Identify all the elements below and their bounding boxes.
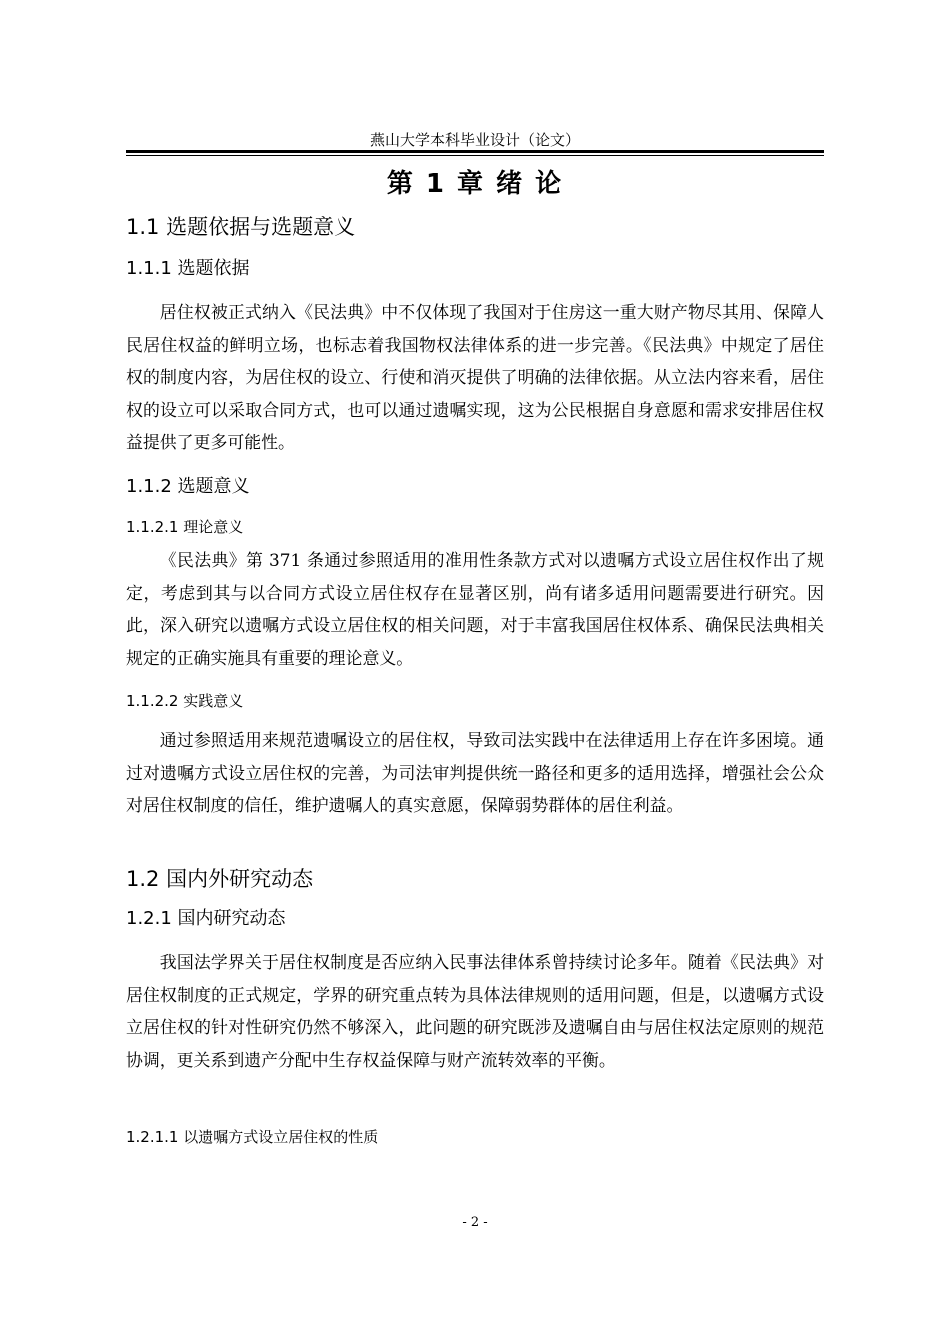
section-heading-1-1-2-2: 1.1.2.2 实践意义: [126, 692, 244, 710]
section-heading-1-1-2: 1.1.2 选题意义: [126, 476, 250, 497]
header-rule-thin: [126, 155, 824, 156]
paragraph-1-1-2-2: 通过参照适用来规范遗嘱设立的居住权，导致司法实践中在法律适用上存在许多困境。通过对遗嘱方式设立居住权的完善，为司法审判提供统一路径和更多的适用选择，增强社会公众对居住权制度的信任，维护遗嘱人的真实意愿，保障弱势群体的居住利益。: [126, 730, 824, 815]
paragraph-1-1-2-1: 《民法典》第 371 条通过参照适用的准用性条款方式对以遗嘱方式设立居住权作出了规定，考虑到其与以合同方式设立居住权存在显著区别，尚有诸多适用问题需要进行研究。因此，深入研究以遗嘱方式设立居住权的相关问题，对于丰富我国居住权体系、确保民法典相关规定的正确实施具有重要的理论意义。: [126, 550, 824, 668]
section-heading-1-2-1: 1.2.1 国内研究动态: [126, 908, 286, 929]
section-heading-1-2: 1.2 国内外研究动态: [126, 867, 314, 891]
paragraph-1-1-1: 居住权被正式纳入《民法典》中不仅体现了我国对于住房这一重大财产物尽其用、保障人民居住权益的鲜明立场，也标志着我国物权法律体系的进一步完善。《民法典》中规定了居住权的制度内容，为居住权的设立、行使和消灭提供了明确的法律依据。从立法内容来看，居住权的设立可以采取合同方式，也可以通过遗嘱实现，这为公民根据自身意愿和需求安排居住权益提供了更多可能性。: [126, 302, 824, 452]
chapter-title: 第 1 章 绪 论: [386, 169, 564, 199]
paragraph-1-2-1: 我国法学界关于居住权制度是否应纳入民事法律体系曾持续讨论多年。随着《民法典》对居住权制度的正式规定，学界的研究重点转为具体法律规则的适用问题，但是，以遗嘱方式设立居住权的针对性研究仍然不够深入，此问题的研究既涉及遗嘱自由与居住权法定原则的规范协调，更关系到遗产分配中生存权益保障与财产流转效率的平衡。: [126, 952, 824, 1070]
header-rule-thick: [126, 150, 824, 153]
section-heading-1-2-1-1: 1.2.1.1 以遗嘱方式设立居住权的性质: [126, 1128, 379, 1146]
page-number: - 2 -: [462, 1215, 488, 1230]
section-heading-1-1: 1.1 选题依据与选题意义: [126, 215, 356, 239]
running-header: 燕山大学本科毕业设计（论文）: [369, 131, 580, 149]
section-heading-1-1-1: 1.1.1 选题依据: [126, 258, 250, 279]
section-heading-1-1-2-1: 1.1.2.1 理论意义: [126, 518, 244, 536]
